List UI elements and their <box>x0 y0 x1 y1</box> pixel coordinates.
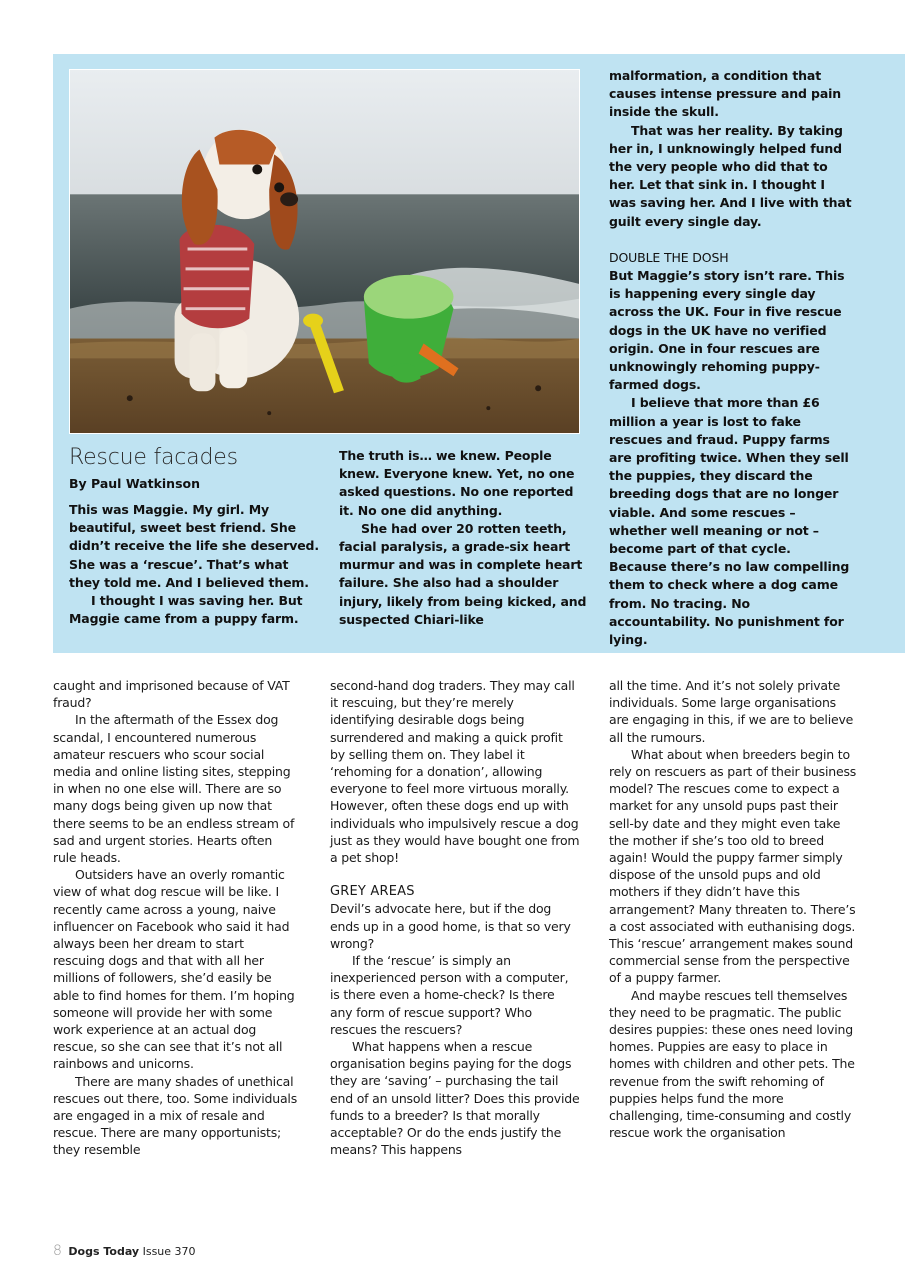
body-column-1 <box>53 677 298 1159</box>
paragraph: There are many shades of unethical rescues out there, too. Some individuals are engaged in a mix of resale and rescue. There are many opportunists; they resemble <box>53 1073 298 1158</box>
panel-column-1 <box>69 501 319 628</box>
paragraph: In the aftermath of the Essex dog scandal, I encountered numerous amateur rescuers who scour social media and online listing sites, stepping in when no one else will. There are so many dogs being given up now that there seems to be an endless stream of sad and urgent stories. Hearts often rule heads. <box>53 712 295 866</box>
paragraph: What happens when a rescue organisation begins paying for the dogs they are ‘saving’ – purchasing the tail end of an unsold litter? Does this provide funds to a breeder? Is that morally acceptable? Or do the ends justify the means? This happens <box>330 1039 580 1158</box>
paragraph: caught and imprisoned because of VAT fraud? <box>53 678 290 711</box>
section-heading: DOUBLE THE DOSH <box>609 249 729 265</box>
paragraph: I thought I was saving her. But Maggie came from a puppy farm. <box>69 593 303 627</box>
paragraph: And maybe rescues tell themselves they need to be pragmatic. The public desires puppies: these ones need loving homes. Puppies are easy to place in homes with children and other pets. The revenue from the swift rehoming of puppies helps fund the more challenging, time-consuming and costly rescue work the organisation <box>609 987 855 1141</box>
body-column-3 <box>609 677 859 1141</box>
paragraph: That was her reality. By taking her in, I unknowingly helped fund the very people who did that to her. Let that sink in. I thought I was saving her. And I live with that guilt every single day. <box>609 122 852 229</box>
page-number: 8 <box>53 1243 62 1259</box>
dog-on-beach-illustration <box>70 70 579 433</box>
page-footer <box>53 1243 196 1259</box>
dog-photo <box>69 69 580 434</box>
paragraph: malformation, a condition that causes intense pressure and pain inside the skull. <box>609 68 842 120</box>
issue-label: Issue 370 <box>142 1245 196 1258</box>
panel-column-3 <box>609 67 852 649</box>
paragraph: This was Maggie. My girl. My beautiful, sweet best friend. She didn’t receive the life she deserved. She was a ‘rescue’. That’s what they told me. And I believed them. <box>69 502 319 590</box>
paragraph: What about when breeders begin to rely on rescuers as part of their business model? The rescues come to expect a market for any unsold pups past their sell-by date and they might even take the mother if she’s too old to breed again! Would the puppy farmer simply dispose of the unsold pups and old mothers if they didn’t have this arrangement? Many threaten to. There’s a cost associated with euthanising dogs. This ‘rescue’ arrangement makes sound commercial sense from the perspective of a puppy farmer. <box>609 746 857 986</box>
paragraph: I believe that more than £6 million a year is lost to fake rescues and fraud. Puppy farms are profiting twice. When they sell the puppies, they discard the breeding dogs that are no longer viable. And some rescues – whether well meaning or not – become part of that cycle. Because there’s no law compelling them to check where a dog came from. No tracing. No accountability. No punishment for lying. <box>609 395 850 648</box>
body-column-2 <box>330 677 580 1158</box>
article-title: Rescue facades <box>69 445 238 470</box>
paragraph: If the ‘rescue’ is simply an inexperienced person with a computer, is there even a home-check? Is there any form of rescue support? Who rescues the rescuers? <box>330 953 569 1037</box>
paragraph: all the time. And it’s not solely private individuals. Some large organisations are engaging in this, if we are to believe all the rumours. <box>609 678 854 745</box>
section-heading: GREY AREAS <box>330 884 415 900</box>
paragraph: But Maggie’s story isn’t rare. This is happening every single day across the UK. Four in five rescue dogs in the UK have no verified origin. One in four rescues are unknowingly rehoming puppy-farmed dogs. <box>609 268 845 393</box>
paragraph: She had over 20 rotten teeth, facial paralysis, a grade-six heart murmur and was in complete heart failure. She also had a shoulder injury, likely from being kicked, and suspected Chiari-like <box>339 520 587 627</box>
article-byline: By Paul Watkinson <box>69 476 200 491</box>
magazine-name: Dogs Today <box>68 1245 140 1258</box>
paragraph: second-hand dog traders. They may call it rescuing, but they’re merely identifying desirable dogs being surrendered and making a quick profit by selling them on. They label it ‘rehoming for a donation’, allowing everyone to feel more virtuous morally. However, often these dogs end up with individuals who impulsively rescue a dog just as they would have bought one from a pet shop! <box>330 678 580 866</box>
paragraph: Outsiders have an overly romantic view of what dog rescue will be like. I recently came across a young, naive influencer on Facebook who said it had always been her dream to start rescuing dogs and that with all her millions of followers, she’d easily be able to find homes for them. I’m hoping someone will provide her with some work experience at an actual dog rescue, so she can see that it’s not all rainbows and unicorns. <box>53 867 295 1072</box>
paragraph: Devil’s advocate here, but if the dog ends up in a good home, is that so very wrong? <box>330 901 571 951</box>
paragraph: The truth is… we knew. People knew. Everyone knew. Yet, no one asked questions. No one reported it. No one did anything. <box>339 448 575 518</box>
panel-column-2 <box>339 447 591 629</box>
